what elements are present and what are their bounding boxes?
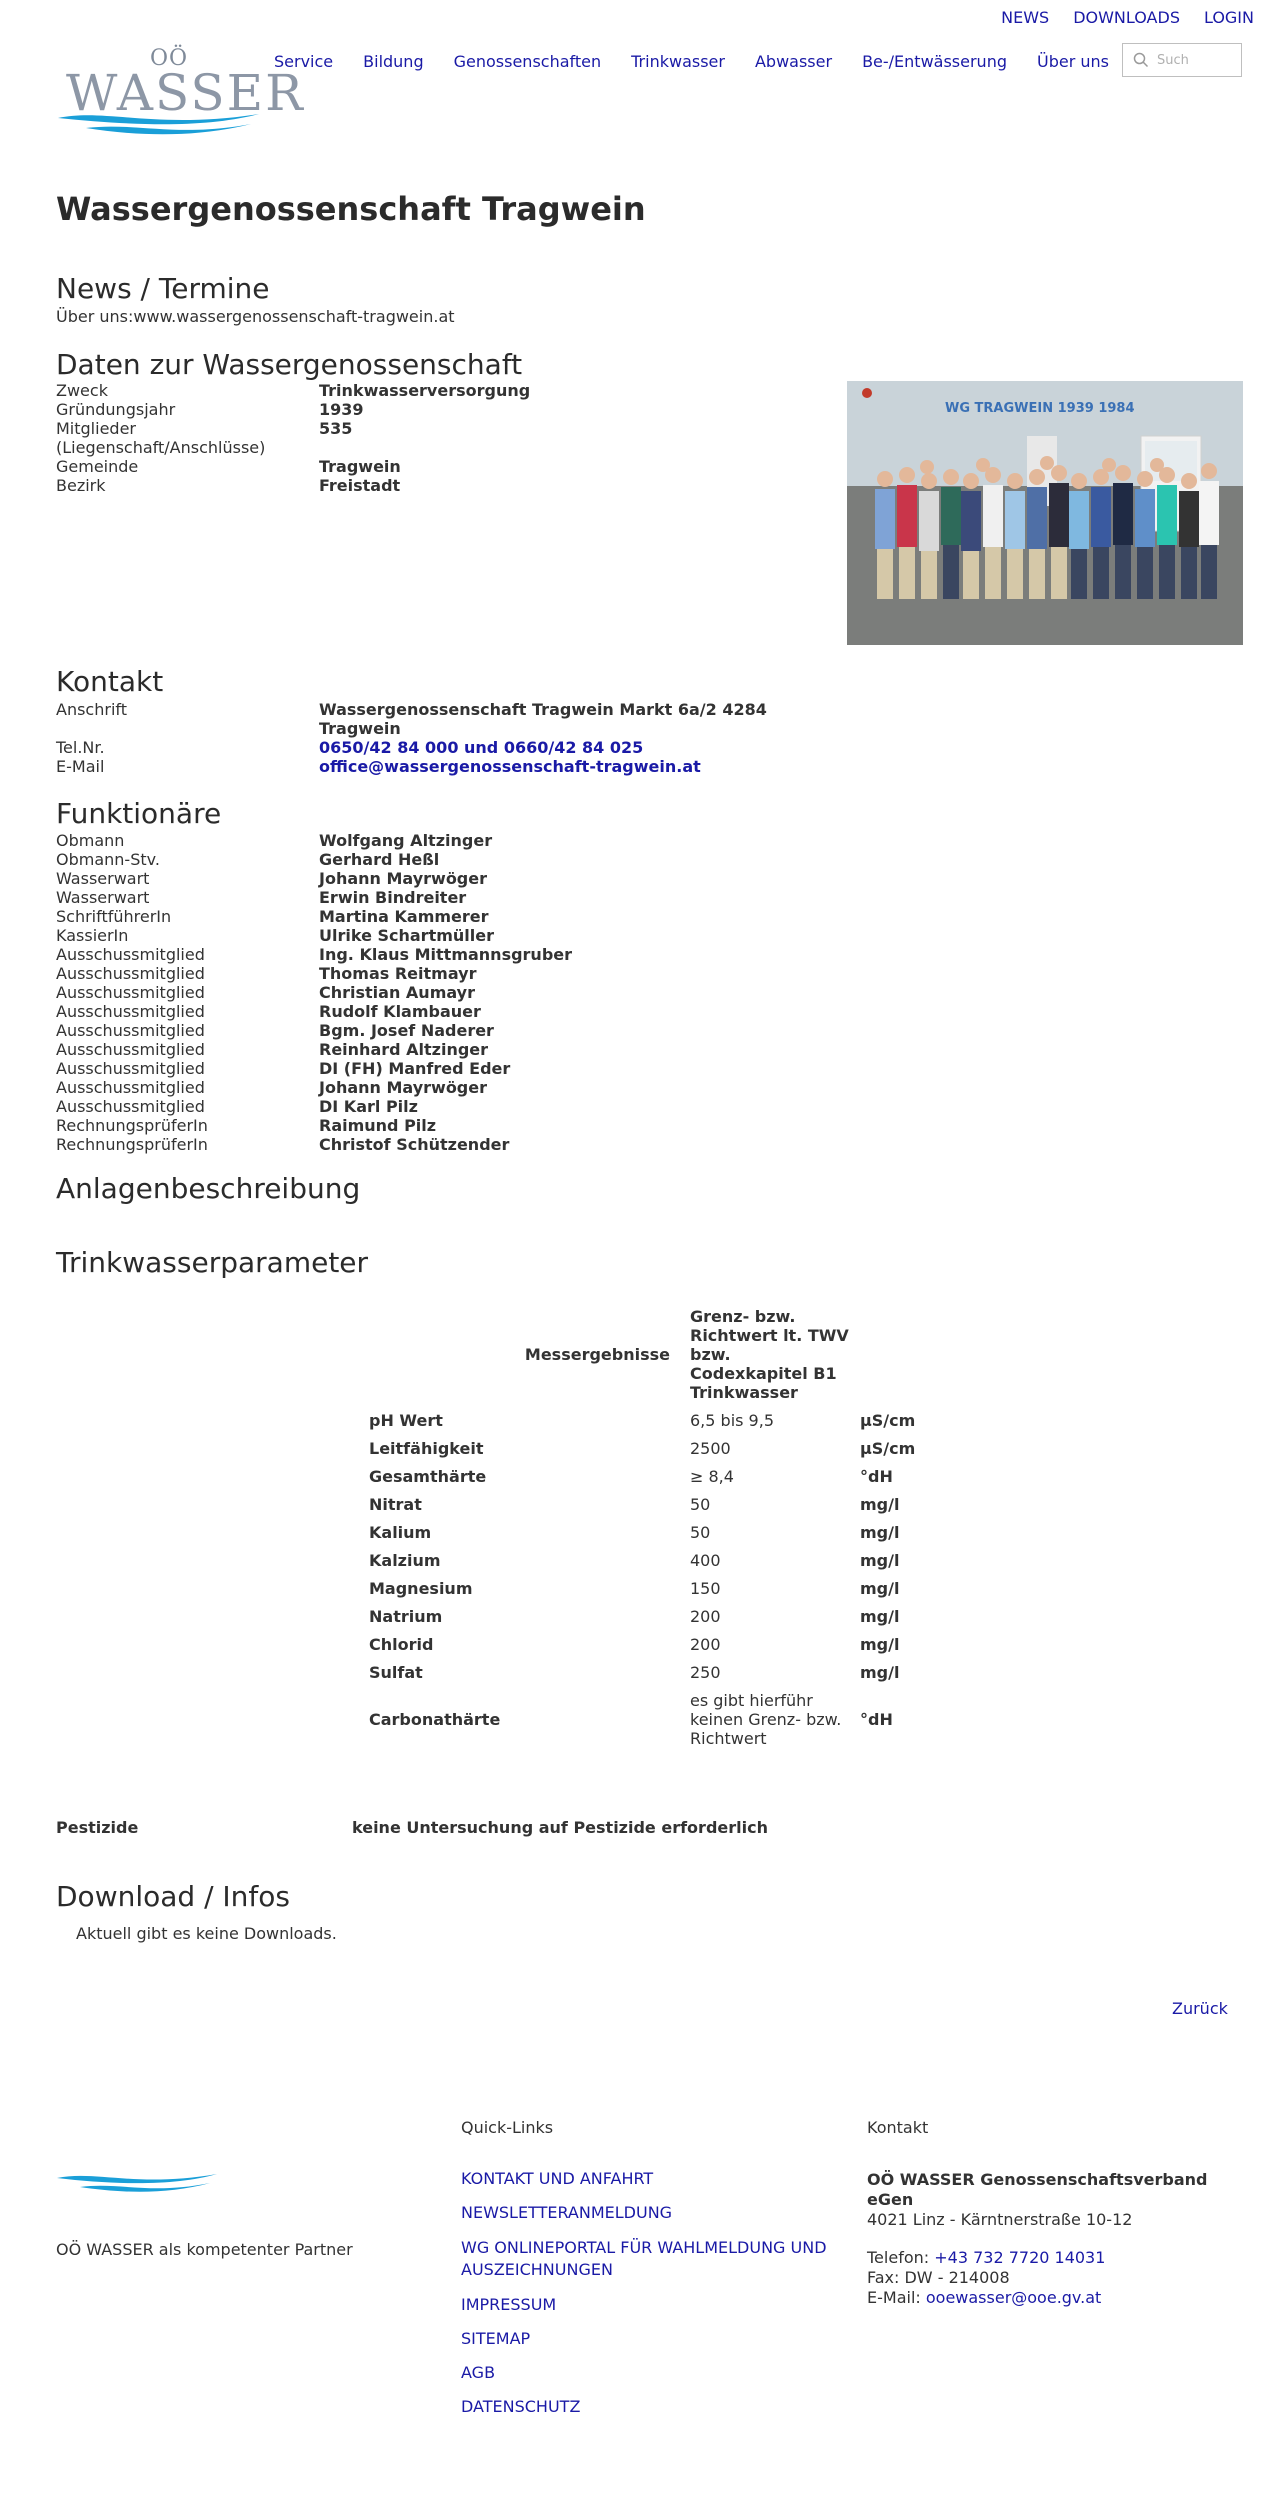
col-header-limit: Grenz- bzw. Richtwert lt. TWV bzw. Codexkapitel B1 Trinkwasser	[690, 1307, 849, 1402]
parameter-row	[369, 1436, 940, 1464]
back-link[interactable]: Zurück	[1172, 1999, 1228, 2018]
top-link-login[interactable]: LOGIN	[1203, 8, 1254, 27]
daten-label: Mitglieder (Liegenschaft/Anschlüsse)	[56, 419, 266, 457]
download-heading: Download / Infos	[56, 1880, 290, 1913]
parameter-row	[369, 1688, 940, 1754]
param-name: Magnesium	[369, 1579, 473, 1598]
param-unit: °dH	[860, 1467, 893, 1486]
funktion-name: DI Karl Pilz	[319, 1097, 418, 1116]
param-limit: ≥ 8,4	[690, 1467, 734, 1486]
daten-value: 1939	[319, 400, 364, 419]
param-limit: 150	[690, 1579, 721, 1598]
kontakt-phone-link[interactable]: 0650/42 84 000 und 0660/42 84 025	[319, 738, 644, 757]
param-limit: 200	[690, 1607, 721, 1626]
daten-label: Gründungsjahr	[56, 400, 176, 419]
funktion-name: Johann Mayrwöger	[319, 869, 487, 888]
search-box	[1122, 43, 1242, 77]
funktion-name: Rudolf Klambauer	[319, 1002, 481, 1021]
daten-value: Freistadt	[319, 476, 401, 495]
main-nav	[274, 52, 1109, 71]
funktion-label: Ausschussmitglied	[56, 1021, 205, 1040]
parameter-row	[369, 1492, 940, 1520]
footer-link-sitemap[interactable]: SITEMAP	[461, 2329, 531, 2348]
daten-row-zweck	[56, 381, 876, 400]
funktion-name: Thomas Reitmayr	[319, 964, 477, 983]
nav-be-entwaesserung[interactable]: Be-/Entwässerung	[862, 52, 1007, 71]
kontakt-table	[56, 700, 876, 776]
funktion-name: Raimund Pilz	[319, 1116, 437, 1135]
footer-partner-text: OÖ WASSER als kompetenter Partner	[56, 2240, 353, 2259]
photo-sign-text: WG TRAGWEIN 1939 1984	[945, 401, 1135, 416]
logo-wave-icon	[56, 108, 261, 138]
funktion-label: Wasserwart	[56, 869, 150, 888]
daten-value: Tragwein	[319, 457, 401, 476]
footer-email-label: E-Mail:	[867, 2288, 926, 2307]
col-header-measure: Messergebnisse	[524, 1345, 670, 1364]
daten-row-bezirk	[56, 476, 876, 495]
logo-text-top: OÖ	[150, 46, 189, 71]
funktion-label: Ausschussmitglied	[56, 1078, 205, 1097]
nav-abwasser[interactable]: Abwasser	[754, 52, 833, 71]
funktion-name: Erwin Bindreiter	[319, 888, 467, 907]
param-limit: 6,5 bis 9,5	[690, 1411, 774, 1430]
param-limit: 200	[690, 1635, 721, 1654]
nav-trinkwasser[interactable]: Trinkwasser	[631, 52, 725, 71]
daten-row-mitglieder	[56, 419, 876, 457]
funktionaer-row	[56, 1021, 876, 1040]
param-name: Gesamthärte	[369, 1467, 487, 1486]
group-photo	[847, 381, 1243, 645]
funktionaer-row	[56, 1040, 876, 1059]
parameter-row	[369, 1548, 940, 1576]
nav-ueber-uns[interactable]: Über uns	[1037, 52, 1109, 71]
top-utility-nav	[1001, 8, 1254, 27]
search-input[interactable]	[1157, 53, 1237, 68]
footer-link-datenschutz[interactable]: DATENSCHUTZ	[461, 2397, 581, 2416]
daten-heading: Daten zur Wassergenossenschaft	[56, 348, 523, 381]
daten-row-gemeinde	[56, 457, 876, 476]
funktion-name: Gerhard Heßl	[319, 850, 440, 869]
nav-service[interactable]: Service	[274, 52, 334, 71]
param-unit: mg/l	[860, 1635, 900, 1654]
funktion-label: Ausschussmitglied	[56, 945, 205, 964]
param-name: Kalium	[369, 1523, 432, 1542]
footer-link-kontakt[interactable]: KONTAKT UND ANFAHRT	[461, 2169, 654, 2188]
funktion-name: Reinhard Altzinger	[319, 1040, 489, 1059]
footer-email-line	[867, 2288, 1242, 2308]
param-limit: 50	[690, 1495, 711, 1514]
funktion-name: Ing. Klaus Mittmannsgruber	[319, 945, 573, 964]
funktionaere-table	[56, 831, 876, 1154]
funktion-label: Ausschussmitglied	[56, 1059, 205, 1078]
param-name: Sulfat	[369, 1663, 423, 1682]
footer-link-newsletter[interactable]: NEWSLETTERANMELDUNG	[461, 2203, 673, 2222]
pestizide-row	[56, 1818, 768, 1837]
funktionaer-row	[56, 1097, 876, 1116]
daten-label: Zweck	[56, 381, 108, 400]
parameter-row	[369, 1604, 940, 1632]
footer-link-wg-onlineportal[interactable]: WG ONLINEPORTAL FÜR WAHLMELDUNG UND AUSZEICHNUNGEN	[461, 2238, 827, 2279]
param-limit: 400	[690, 1551, 721, 1570]
daten-label: Bezirk	[56, 476, 106, 495]
kontakt-row-anschrift	[56, 700, 876, 738]
funktionaer-row	[56, 1116, 876, 1135]
param-limit: 2500	[690, 1439, 731, 1458]
funktion-label: KassierIn	[56, 926, 129, 945]
funktion-label: SchriftführerIn	[56, 907, 172, 926]
parameter-table	[369, 1304, 940, 1754]
footer-org-name: OÖ WASSER Genossenschaftsverband eGen	[867, 2170, 1208, 2209]
funktionaer-row	[56, 1059, 876, 1078]
param-name: Leitfähigkeit	[369, 1439, 484, 1458]
footer-phone-line	[867, 2248, 1242, 2268]
kontakt-label: Tel.Nr.	[56, 738, 105, 757]
kontakt-label: E-Mail	[56, 757, 105, 776]
pestizide-label: Pestizide	[56, 1818, 139, 1837]
funktion-name: Johann Mayrwöger	[319, 1078, 487, 1097]
footer-logo-wave-icon	[56, 2170, 218, 2196]
funktionaer-row	[56, 888, 876, 907]
param-unit: mg/l	[860, 1495, 900, 1514]
news-about-line	[56, 307, 455, 326]
pestizide-value: keine Untersuchung auf Pestizide erforderlich	[352, 1818, 768, 1837]
param-limit: 250	[690, 1663, 721, 1682]
nav-bildung[interactable]: Bildung	[363, 52, 424, 71]
footer-address: 4021 Linz - Kärntnerstraße 10-12	[867, 2210, 1133, 2229]
param-name: pH Wert	[369, 1411, 443, 1430]
param-name: Chlorid	[369, 1635, 434, 1654]
kontakt-heading: Kontakt	[56, 665, 164, 698]
footer-link-agb[interactable]: AGB	[461, 2363, 496, 2382]
funktion-name: Ulrike Schartmüller	[319, 926, 494, 945]
parameter-heading: Trinkwasserparameter	[56, 1246, 369, 1279]
footer-contact-heading: Kontakt	[867, 2118, 929, 2137]
funktion-label: RechnungsprüferIn	[56, 1135, 208, 1154]
funktion-name: Christof Schützender	[319, 1135, 510, 1154]
funktion-label: Obmann	[56, 831, 125, 850]
param-name: Carbonathärte	[369, 1710, 501, 1729]
nav-genossenschaften[interactable]: Genossenschaften	[453, 52, 602, 71]
top-link-downloads[interactable]: DOWNLOADS	[1073, 8, 1180, 27]
funktionaer-row	[56, 945, 876, 964]
funktion-label: Ausschussmitglied	[56, 964, 205, 983]
funktion-label: Ausschussmitglied	[56, 1002, 205, 1021]
page-title: Wassergenossenschaft Tragwein	[56, 190, 646, 228]
funktionaer-row	[56, 1078, 876, 1097]
funktionaer-row	[56, 907, 876, 926]
logo-text-main: WASSER	[66, 64, 305, 122]
parameter-row	[369, 1408, 940, 1436]
parameter-header-row	[369, 1304, 940, 1408]
funktionaer-row	[56, 926, 876, 945]
funktion-label: RechnungsprüferIn	[56, 1116, 208, 1135]
col-header-unit	[860, 1304, 940, 1408]
footer-email-link[interactable]: ooewasser@ooe.gv.at	[925, 2288, 1102, 2307]
funktion-label: Ausschussmitglied	[56, 1040, 205, 1059]
parameter-row	[369, 1520, 940, 1548]
daten-label: Gemeinde	[56, 457, 139, 476]
group-photo-image	[847, 381, 1243, 645]
funktion-label: Ausschussmitglied	[56, 983, 205, 1002]
param-unit: mg/l	[860, 1551, 900, 1570]
parameter-row	[369, 1660, 940, 1688]
param-name: Nitrat	[369, 1495, 422, 1514]
daten-table	[56, 381, 876, 495]
param-unit: mg/l	[860, 1607, 900, 1626]
funktionaer-row	[56, 964, 876, 983]
param-unit: µS/cm	[860, 1439, 916, 1458]
anlagen-heading: Anlagenbeschreibung	[56, 1172, 361, 1205]
footer-phone-link[interactable]: +43 732 7720 14031	[934, 2248, 1106, 2267]
funktion-label: Obmann-Stv.	[56, 850, 160, 869]
funktion-name: Bgm. Josef Naderer	[319, 1021, 494, 1040]
footer-phone-label: Telefon:	[867, 2248, 935, 2267]
footer-quicklinks-col	[461, 2118, 851, 2431]
kontakt-row-telefon	[56, 738, 876, 757]
funktionaer-row	[56, 983, 876, 1002]
funktionaere-heading: Funktionäre	[56, 797, 222, 830]
footer-contact-col	[867, 2118, 1242, 2308]
footer-fax: Fax: DW - 214008	[867, 2268, 1010, 2287]
param-unit: mg/l	[860, 1523, 900, 1542]
kontakt-label: Anschrift	[56, 700, 128, 719]
daten-value: 535	[319, 419, 353, 438]
daten-row-gruendungsjahr	[56, 400, 876, 419]
parameter-row	[369, 1464, 940, 1492]
funktion-name: Wolfgang Altzinger	[319, 831, 493, 850]
param-unit: °dH	[860, 1710, 893, 1729]
footer-quicklinks-heading: Quick-Links	[461, 2118, 554, 2137]
download-empty-text: Aktuell gibt es keine Downloads.	[76, 1924, 337, 1943]
param-unit: µS/cm	[860, 1411, 916, 1430]
kontakt-row-email	[56, 757, 876, 776]
funktion-label: Ausschussmitglied	[56, 1097, 205, 1116]
funktion-name: Martina Kammerer	[319, 907, 489, 926]
news-heading: News / Termine	[56, 272, 270, 305]
param-limit: es gibt hierführ keinen Grenz- bzw. Richtwert	[690, 1691, 842, 1748]
kontakt-value: Wassergenossenschaft Tragwein Markt 6a/2 4284 Tragwein	[319, 700, 767, 738]
search-icon[interactable]	[1133, 52, 1149, 68]
funktion-name: Christian Aumayr	[319, 983, 475, 1002]
param-unit: mg/l	[860, 1663, 900, 1682]
news-about-url: www.wassergenossenschaft-tragwein.at	[133, 307, 455, 326]
kontakt-email-link[interactable]: office@wassergenossenschaft-tragwein.at	[319, 757, 701, 776]
param-unit: mg/l	[860, 1579, 900, 1598]
footer-link-impressum[interactable]: IMPRESSUM	[461, 2295, 557, 2314]
footer-logo-col	[56, 2170, 353, 2259]
news-about-label: Über uns:	[56, 307, 134, 326]
funktion-label: Wasserwart	[56, 888, 150, 907]
funktionaer-row	[56, 850, 876, 869]
daten-value: Trinkwasserversorgung	[319, 381, 531, 400]
funktionaer-row	[56, 1002, 876, 1021]
funktionaer-row	[56, 869, 876, 888]
param-limit: 50	[690, 1523, 711, 1542]
top-link-news[interactable]: NEWS	[1001, 8, 1050, 27]
parameter-row	[369, 1632, 940, 1660]
param-name: Natrium	[369, 1607, 443, 1626]
funktionaer-row	[56, 1135, 876, 1154]
parameter-row	[369, 1576, 940, 1604]
funktionaer-row	[56, 831, 876, 850]
param-name: Kalzium	[369, 1551, 441, 1570]
funktion-name: DI (FH) Manfred Eder	[319, 1059, 511, 1078]
